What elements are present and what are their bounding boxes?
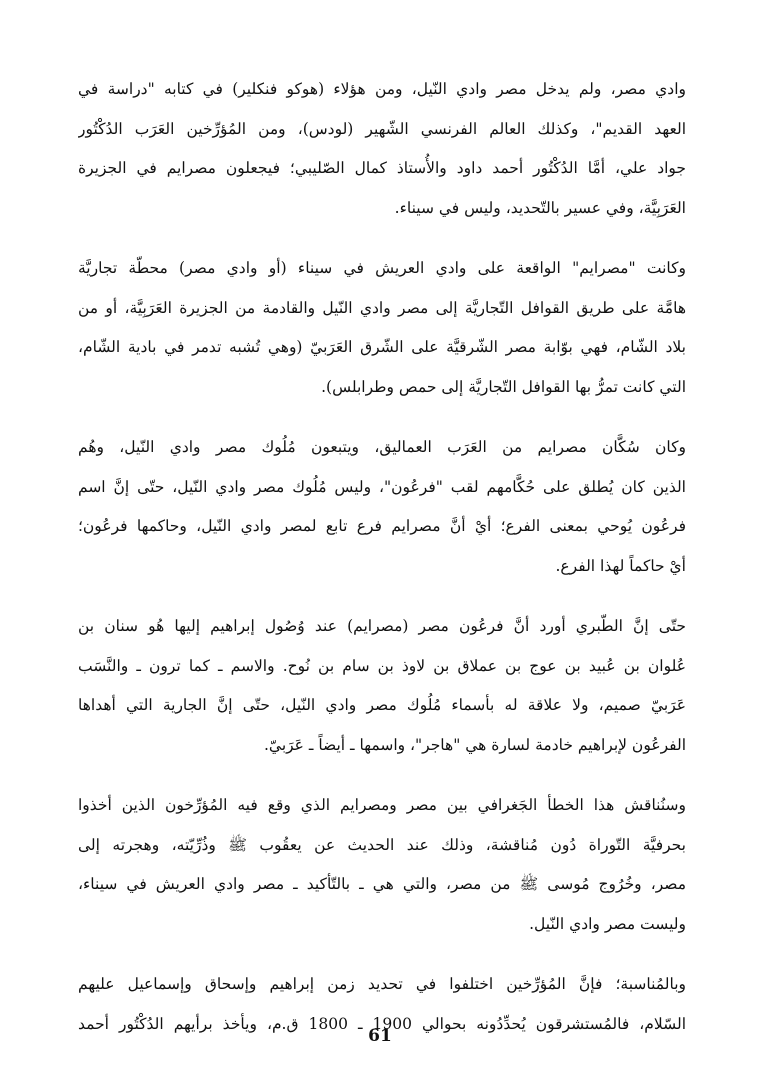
text-line: عَرَبيّ صميم، ولا علاقة له بأسماء مُلُوك مصر وادي النّيل، حتّى إنَّ الجارية التي أهداها xyxy=(78,696,686,714)
text-line: وادي مصر، ولم يدخل مصر وادي النّيل، ومن هؤلاء (هوكو فنكلير) في كتابه "دراسة في xyxy=(78,80,686,98)
page-number: 61 xyxy=(368,1026,392,1046)
text-line: فرعُون يُوحي بمعنى الفرع؛ أيْ أنَّ مصرايم فرع تابع لمصر وادي النّيل، وحاكمها فرعُون؛ xyxy=(78,517,686,535)
text-line: مصر، وخُرُوج مُوسى ﷺ من مصر، والتي هي ـ بالتّأكيد ـ مصر وادي العريش في سيناء، xyxy=(78,875,686,893)
text-line: أيْ حاكماً لهذا الفرع. xyxy=(555,556,686,575)
text-line: وليست مصر وادي النّيل. xyxy=(529,914,686,933)
text-line: وكان سُكَّان مصرايم من العَرَب العماليق، ويتبعون مُلُوك مصر وادي النّيل، وهُم xyxy=(78,438,686,456)
text-line: العَرَبِيَّة، وفي عسير بالتّحديد، وليس في سيناء. xyxy=(394,198,686,217)
text-line: حتّى إنَّ الطّبري أورد أنَّ فرعُون مصر (مصرايم) عند وُصُول إبراهيم إليها هُو سنان بن xyxy=(78,617,686,635)
text-line: العهد القديم"، وكذلك العالم الفرنسي الشّهير (لودس)، ومن المُؤرِّخين العَرَب الدُكْتُور xyxy=(78,119,686,138)
text-line: وكانت "مصرايم" الواقعة على وادي العريش في سيناء (أو وادي مصر) محطّة تجاريَّة xyxy=(78,259,686,277)
text-line: بلاد الشّام، فهي بوّابة مصر الشّرقيَّة على الشّرق العَرَبيّ (وهي تُشبه تدمر في بادية الشّام، xyxy=(78,338,686,356)
body-text xyxy=(78,70,686,1065)
text-line: وبالمُناسبة؛ فإنَّ المُؤرِّخين اختلفوا في تحديد زمن إبراهيم وإسحاق وإسماعيل عليهم xyxy=(78,975,686,993)
text-line: الفرعُون لإبراهيم خادمة لسارة هي "هاجر"، واسمها ـ أيضاً ـ عَرَبيّ. xyxy=(263,735,686,754)
text-line: السّلام، فالمُستشرقون يُحدِّدُونه بحوالي 1900 ـ 1800 ق.م، ويأخذ برأيهم الدُكْتُور أحمد xyxy=(78,1014,686,1033)
text-line: التي كانت تمرُّ بها القوافل التّجاريَّة إلى حمص وطرابلس). xyxy=(321,377,686,396)
text-line: الذين كان يُطلق على حُكَّامهم لقب "فرعُون"، وليس مُلُوك مصر وادي النّيل، حتّى إنَّ اسم xyxy=(78,477,686,496)
paragraph-1 xyxy=(78,70,686,228)
text-line: وسنُناقش هذا الخطأ الجَغرافي بين مصر ومصرايم الذي وقع فيه المُؤرِّخون الذين أخذوا xyxy=(78,796,686,814)
text-line: عُلوان بن عُبيد بن عوج بن عملاق بن لاوذ بن سام بن نُوح. والاسم ـ كما ترون ـ والنَّسَب xyxy=(78,656,686,675)
paragraph-2 xyxy=(78,249,686,407)
text-line: هامَّة على طريق القوافل التّجاريَّة إلى مصر وادي النّيل والقادمة من الجزيرة العَرَبِيَّة، أو من xyxy=(78,298,686,317)
text-line: بحرفيَّة التّوراة دُون مُناقشة، وذلك عند الحديث عن يعقُوب ﷺ وذُرِّيّته، وهجرته إلى xyxy=(78,835,686,854)
paragraph-5 xyxy=(78,786,686,944)
text-line: جواد علي، أمَّا الدُكْتُور أحمد داود والأُستاذ كمال الصّليبي؛ فيجعلون مصرايم في الجزيرة xyxy=(78,159,686,177)
paragraph-4 xyxy=(78,607,686,765)
paragraph-3 xyxy=(78,428,686,586)
